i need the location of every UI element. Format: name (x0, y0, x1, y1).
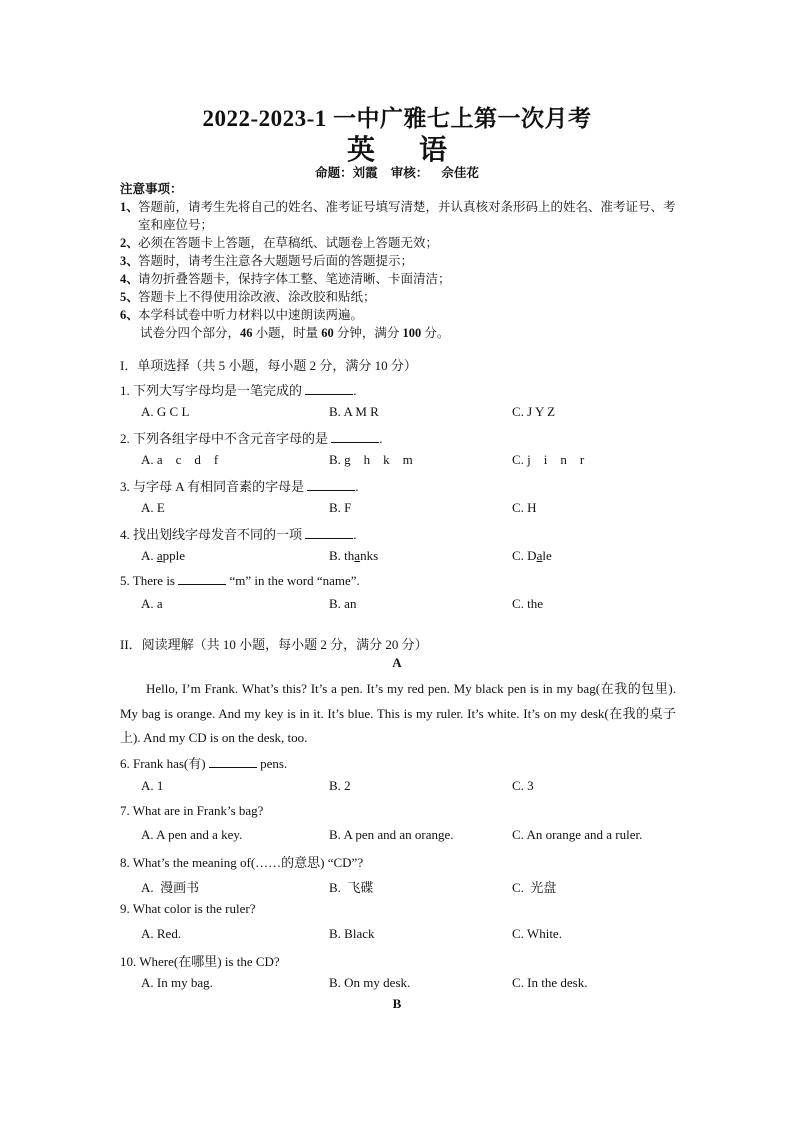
note-number: 4、 (120, 272, 139, 286)
option-c: C. White. (512, 926, 562, 941)
note-item (120, 306, 680, 324)
exam-summary (120, 324, 680, 342)
option-b (329, 548, 378, 564)
question-3 (120, 476, 359, 495)
question-8: 8. What’s the meaning of(……的意思) “CD”? (120, 855, 364, 870)
question-end: . (353, 527, 357, 542)
subject-title (0, 128, 794, 168)
option-b: B. A M R (329, 404, 379, 419)
option-a: A. a c d f (141, 452, 219, 467)
option-c: C. In the desk. (512, 975, 588, 990)
question-end: pens. (256, 756, 288, 771)
reviewer-name: 佘佳花 (441, 166, 479, 180)
question-2 (120, 428, 383, 447)
option-a (141, 548, 185, 564)
summary-text: 分钟，满分 (333, 326, 403, 340)
note-item (120, 234, 680, 252)
answer-blank (307, 478, 355, 491)
summary-text: 小题，时量 (252, 326, 322, 340)
option-a: A. A pen and a key. (141, 827, 243, 842)
option-b: B. F (329, 500, 352, 515)
note-item (120, 252, 680, 270)
notes-heading: 注意事项： (120, 182, 183, 196)
note-number: 1、 (120, 200, 139, 214)
subject-char-1: 英 (346, 135, 375, 166)
option-b: B. On my desk. (329, 975, 411, 990)
option-c: C. 光盘 (512, 880, 557, 895)
option-a: A. Red. (141, 926, 182, 941)
option-b: B. Black (329, 926, 375, 941)
note-text: 必须在答题卡上答题，在草稿纸、试题卷上答题无效； (138, 236, 439, 250)
option-a: A. a (141, 596, 163, 611)
question-end: . (379, 431, 383, 446)
question-7: 7. What are in Frank’s bag? (120, 803, 264, 818)
question-stem: 4. 找出划线字母发音不同的一项 (120, 527, 303, 542)
summary-text: 分。 (421, 326, 450, 340)
option-a: A. 漫画书 (141, 880, 200, 895)
question-6 (120, 753, 287, 772)
option-a: A. E (141, 500, 165, 515)
passage-a-label: A (392, 655, 402, 670)
reviewer-label: 审核： (390, 166, 429, 180)
note-text: 答题时，请考生注意各大题题号后面的答题提示； (138, 254, 414, 268)
question-5 (120, 572, 360, 589)
note-item (120, 270, 680, 288)
option-b: B. an (329, 596, 357, 611)
question-stem: 1. 下列大写字母均是一笔完成的 (120, 383, 303, 398)
question-stem: 5. There is (120, 573, 175, 588)
option-a: A. 1 (141, 778, 164, 793)
section-1-heading: I．单项选择（共 5 小题，每小题 2 分，满分 10 分） (120, 358, 417, 373)
option-c (512, 548, 552, 564)
exam-title: 2022-2023-1 一中广雅七上第一次月考 (202, 106, 592, 131)
answer-blank (178, 572, 226, 585)
note-text: 本学科试卷中听力材料以中速朗读两遍。 (138, 308, 364, 322)
note-text: 请勿折叠答题卡，保持字体工整、笔迹清晰、卡面清洁； (138, 272, 451, 286)
author-label: 命题：刘霞 (315, 166, 378, 180)
exam-notes (120, 180, 680, 342)
note-number: 5、 (120, 290, 139, 304)
option-c: C. An orange and a ruler. (512, 827, 643, 842)
question-stem: 3. 与字母 A 有相同音素的字母是 (120, 479, 305, 494)
option-c: C. H (512, 500, 537, 515)
note-text: 答题前，请考生先将自己的姓名、准考证号填写清楚，并认真核对条形码上的姓名、准考证号、考室和座位号； (138, 200, 676, 232)
option-text: nks (360, 548, 379, 563)
option-text: C. D (512, 548, 537, 563)
option-c: C. j i n r (512, 452, 585, 467)
option-text: pple (162, 548, 186, 563)
author-line (0, 163, 794, 181)
question-count: 46 (240, 326, 253, 340)
answer-blank (209, 755, 257, 768)
question-9: 9. What color is the ruler? (120, 901, 256, 916)
question-4 (120, 524, 357, 543)
time-limit: 60 (321, 326, 334, 340)
note-number: 6、 (120, 308, 139, 322)
subject-char-2: 语 (419, 135, 448, 166)
note-item (120, 198, 680, 234)
answer-blank (331, 430, 379, 443)
option-a: A. G C L (141, 404, 190, 419)
answer-blank (305, 382, 353, 395)
question-end: . (355, 479, 359, 494)
option-a: A. In my bag. (141, 975, 213, 990)
option-b: B. g h k m (329, 452, 413, 467)
underlined-letter: a (536, 548, 543, 563)
note-number: 3、 (120, 254, 139, 268)
reading-passage-a: Hello, I’m Frank. What’s this? It’s a pen. It’s my red pen. My black pen is in my bag(在我的包里). My bag is orange. And my key is in it. It’s blue. This is my ruler. It’s white. It’s on my desk(在我的桌子上). And my CD is on the desk, too. (120, 681, 676, 745)
question-end: “m” in the word “name”. (226, 573, 360, 588)
option-text: A. (141, 548, 157, 563)
option-text: B. th (329, 548, 355, 563)
note-item (120, 288, 680, 306)
question-1 (120, 380, 357, 399)
section-2-heading: II．阅读理解（共 10 小题，每小题 2 分，满分 20 分） (120, 637, 428, 652)
note-text: 答题卡上不得使用涂改液、涂改胶和贴纸； (138, 290, 376, 304)
option-b: B. A pen and an orange. (329, 827, 454, 842)
question-end: . (353, 383, 357, 398)
note-number: 2、 (120, 236, 139, 250)
answer-blank (305, 526, 353, 539)
question-stem: 6. Frank has(有) (120, 756, 206, 771)
option-text: le (542, 548, 552, 563)
option-b: B. 飞碟 (329, 880, 374, 895)
summary-text: 试卷分四个部分， (140, 326, 241, 340)
question-10: 10. Where(在哪里) is the CD? (120, 954, 280, 969)
option-b: B. 2 (329, 778, 351, 793)
option-c: C. the (512, 596, 544, 611)
question-stem: 2. 下列各组字母中不含元音字母的是 (120, 431, 329, 446)
full-score: 100 (402, 326, 422, 340)
underlined-letter: a (354, 548, 361, 563)
option-c: C. 3 (512, 778, 534, 793)
underlined-letter: a (156, 548, 163, 563)
option-c: C. J Y Z (512, 404, 556, 419)
passage-b-label: B (392, 996, 402, 1011)
